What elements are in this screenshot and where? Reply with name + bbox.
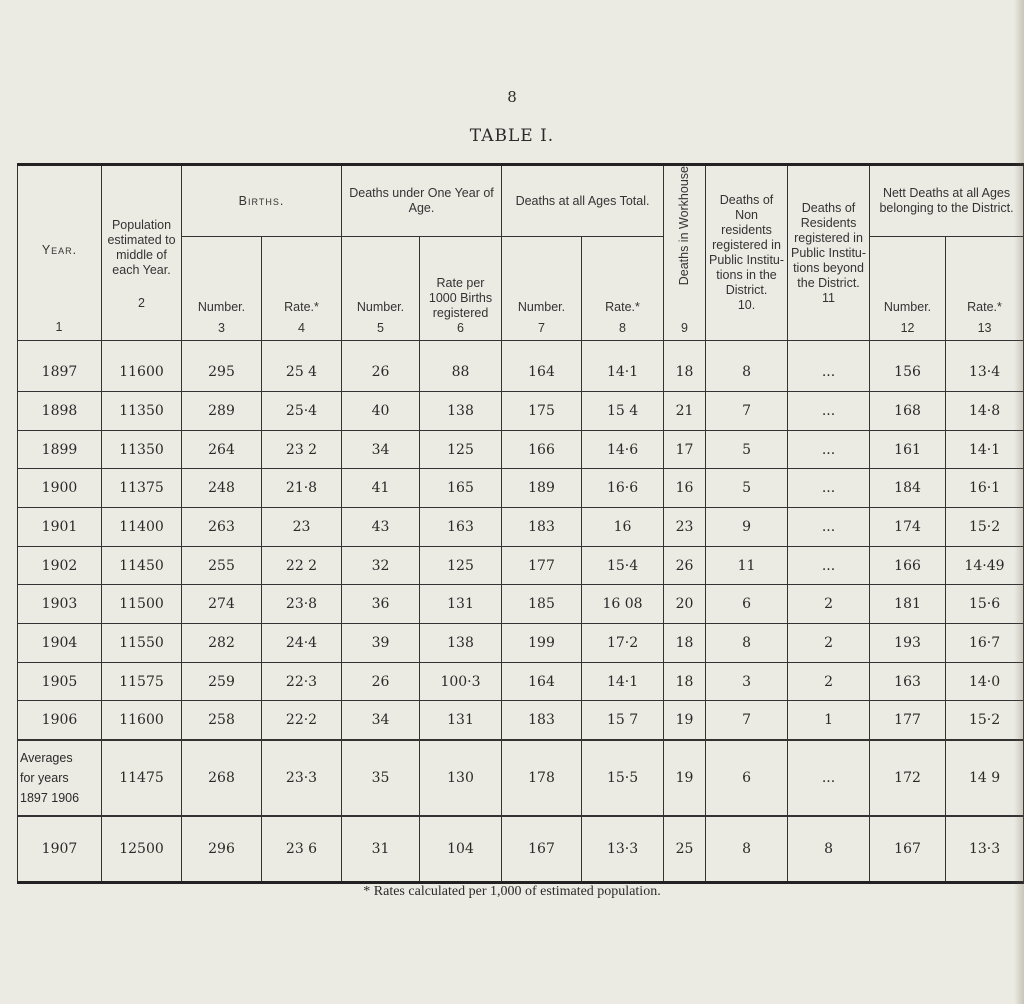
population-header <box>102 165 182 341</box>
table-cell: 9 <box>706 508 788 547</box>
table-title: TABLE I. <box>469 126 555 146</box>
table-row <box>18 701 1024 740</box>
table-cell: 13·4 <box>946 341 1024 392</box>
table-cell: 17·2 <box>582 624 664 663</box>
table-cell: ... <box>788 341 870 392</box>
table-cell: 167 <box>870 816 946 883</box>
year-header <box>18 165 102 341</box>
averages-label <box>18 740 102 816</box>
table-cell: 34 <box>342 430 420 469</box>
table-cell: 14 9 <box>946 740 1024 816</box>
table-cell: 11475 <box>102 740 182 816</box>
table-cell: 88 <box>420 341 502 392</box>
table-cell: 36 <box>342 585 420 624</box>
table-cell: 165 <box>420 469 502 508</box>
table-cell: 31 <box>342 816 420 883</box>
column-number: 4 <box>298 321 305 336</box>
table-row <box>18 624 1024 663</box>
nett-rate-header <box>946 237 1024 341</box>
table-cell: 25 4 <box>262 341 342 392</box>
births-rate-header <box>262 237 342 341</box>
table-cell: 26 <box>664 546 706 585</box>
table-cell: 15 4 <box>582 391 664 430</box>
table-cell: 193 <box>870 624 946 663</box>
table-cell: 166 <box>502 430 582 469</box>
column-number: 6 <box>457 321 464 336</box>
table-cell: 11500 <box>102 585 182 624</box>
table-cell: 43 <box>342 508 420 547</box>
table-cell: 14·0 <box>946 662 1024 701</box>
column-number: 7 <box>538 321 545 336</box>
table-cell: 5 <box>706 469 788 508</box>
table-cell: 18 <box>664 662 706 701</box>
table-cell: 156 <box>870 341 946 392</box>
averages-label-line: 1897 1906 <box>20 791 80 806</box>
table-cell: 11575 <box>102 662 182 701</box>
table-cell: 163 <box>870 662 946 701</box>
column-number: 11 <box>822 290 836 305</box>
table-cell: 23 2 <box>262 430 342 469</box>
table-row <box>18 546 1024 585</box>
table-cell: 24·4 <box>262 624 342 663</box>
table-cell: 295 <box>182 341 262 392</box>
column-number: 5 <box>377 321 384 336</box>
births-header: Births. <box>182 165 342 237</box>
table-cell: 189 <box>502 469 582 508</box>
deaths-all-ages-header: Deaths at all Ages Total. <box>502 165 664 237</box>
table-cell: 15·4 <box>582 546 664 585</box>
year-cell: 1900 <box>18 469 102 508</box>
table-cell: 2 <box>788 662 870 701</box>
table-cell: 14·8 <box>946 391 1024 430</box>
table-cell: 3 <box>706 662 788 701</box>
table-cell: 15·6 <box>946 585 1024 624</box>
column-number: 13 <box>977 321 992 336</box>
table-cell: 100·3 <box>420 662 502 701</box>
table-cell: 264 <box>182 430 262 469</box>
table-cell: 16·7 <box>946 624 1024 663</box>
table-cell: 23 6 <box>262 816 342 883</box>
table-cell: 23 <box>664 508 706 547</box>
table-cell: 166 <box>870 546 946 585</box>
table-cell: 15 7 <box>582 701 664 740</box>
year-cell: 1902 <box>18 546 102 585</box>
table-cell: 14·6 <box>582 430 664 469</box>
table-cell: 130 <box>420 740 502 816</box>
page-edge <box>1014 0 1024 1004</box>
workhouse-header-text: Deaths in Workhouse <box>677 166 692 286</box>
table-row <box>18 662 1024 701</box>
table-cell: 16·1 <box>946 469 1024 508</box>
column-number: 8 <box>619 321 626 336</box>
table-cell: 8 <box>706 624 788 663</box>
table-cell: 11600 <box>102 341 182 392</box>
table-cell: 11450 <box>102 546 182 585</box>
table-cell: 16 <box>664 469 706 508</box>
residents-beyond-header <box>788 165 870 341</box>
table-cell: ... <box>788 430 870 469</box>
table-cell: 11600 <box>102 701 182 740</box>
table-cell: 177 <box>870 701 946 740</box>
year-cell: 1905 <box>18 662 102 701</box>
non-residents-header <box>706 165 788 341</box>
all-deaths-number-header <box>502 237 582 341</box>
year-cell: 1907 <box>18 816 102 883</box>
table-cell: 177 <box>502 546 582 585</box>
table-cell: 1 <box>788 701 870 740</box>
column-number: 12 <box>900 321 915 336</box>
table-cell: 178 <box>502 740 582 816</box>
table-cell: 263 <box>182 508 262 547</box>
table-cell: 34 <box>342 701 420 740</box>
year-cell: 1901 <box>18 508 102 547</box>
table-cell: 183 <box>502 701 582 740</box>
table-cell: 11375 <box>102 469 182 508</box>
table-cell: 19 <box>664 701 706 740</box>
column-number: 9 <box>681 321 688 336</box>
table-cell: 21·8 <box>262 469 342 508</box>
averages-row <box>18 740 1024 816</box>
table-cell: 274 <box>182 585 262 624</box>
table-cell: 15·2 <box>946 701 1024 740</box>
column-number: 1 <box>55 320 64 335</box>
table-cell: 25·4 <box>262 391 342 430</box>
header-text: Rate.* <box>967 300 1002 315</box>
table-cell: 25 <box>664 816 706 883</box>
table-cell: 174 <box>870 508 946 547</box>
table-cell: 6 <box>706 740 788 816</box>
table-row <box>18 508 1024 547</box>
averages-label-line: Averages <box>20 751 73 766</box>
table-cell: 268 <box>182 740 262 816</box>
header-text: Number. <box>356 300 405 315</box>
table-cell: 181 <box>870 585 946 624</box>
non-residents-header-text: Deaths of Non residents registered in Public Institu- tions in the District. <box>709 193 785 298</box>
table-cell: 161 <box>870 430 946 469</box>
table-cell: 41 <box>342 469 420 508</box>
page-number: 8 <box>507 88 517 106</box>
table-cell: 14·1 <box>582 341 664 392</box>
table-row <box>18 469 1024 508</box>
year-cell: 1898 <box>18 391 102 430</box>
table-cell: 16 <box>582 508 664 547</box>
year-header-text: Year. <box>41 243 78 258</box>
table-cell: ... <box>788 469 870 508</box>
table-cell: 39 <box>342 624 420 663</box>
table-cell: 296 <box>182 816 262 883</box>
table-cell: 2 <box>788 585 870 624</box>
table-cell: 13·3 <box>582 816 664 883</box>
table-cell: 32 <box>342 546 420 585</box>
infant-deaths-number-header <box>342 237 420 341</box>
table-cell: 184 <box>870 469 946 508</box>
table-cell: 23·8 <box>262 585 342 624</box>
header-text: Rate per 1000 Births registered <box>428 276 493 321</box>
table-cell: 175 <box>502 391 582 430</box>
table-cell: ... <box>788 508 870 547</box>
table-cell: 131 <box>420 585 502 624</box>
table-cell: 164 <box>502 662 582 701</box>
table-cell: 35 <box>342 740 420 816</box>
table-cell: ... <box>788 391 870 430</box>
table-cell: 40 <box>342 391 420 430</box>
table-cell: 11550 <box>102 624 182 663</box>
current-year-row <box>18 816 1024 883</box>
table-cell: 6 <box>706 585 788 624</box>
table-cell: 5 <box>706 430 788 469</box>
table-cell: 164 <box>502 341 582 392</box>
table-cell: 248 <box>182 469 262 508</box>
table-cell: 26 <box>342 662 420 701</box>
table-cell: 16 08 <box>582 585 664 624</box>
table-cell: 8 <box>706 816 788 883</box>
table-cell: 14·1 <box>946 430 1024 469</box>
table-cell: 7 <box>706 391 788 430</box>
table-cell: 8 <box>706 341 788 392</box>
year-cell: 1906 <box>18 701 102 740</box>
table-cell: 138 <box>420 391 502 430</box>
table-cell: 11350 <box>102 430 182 469</box>
header-text: Rate.* <box>605 300 640 315</box>
year-cell: 1899 <box>18 430 102 469</box>
year-cell: 1904 <box>18 624 102 663</box>
table-cell: 172 <box>870 740 946 816</box>
table-cell: ... <box>788 546 870 585</box>
table-cell: 258 <box>182 701 262 740</box>
population-header-text: Population estimated to middle of each Year. <box>107 217 176 277</box>
table-cell: 14·49 <box>946 546 1024 585</box>
table-cell: 11350 <box>102 391 182 430</box>
table-cell: 15·5 <box>582 740 664 816</box>
table-cell: 7 <box>706 701 788 740</box>
table-cell: 255 <box>182 546 262 585</box>
mortality-table <box>17 163 1024 884</box>
footnote: * Rates calculated per 1,000 of estimated population. <box>363 884 661 899</box>
year-cell: 1897 <box>18 341 102 392</box>
table-cell: 168 <box>870 391 946 430</box>
table-cell: 15·2 <box>946 508 1024 547</box>
averages-label-line: for years <box>20 771 69 786</box>
table-cell: 21 <box>664 391 706 430</box>
table-cell: 282 <box>182 624 262 663</box>
residents-beyond-header-text: Deaths of Residents registered in Public Institu- tions beyond the District. <box>791 200 867 290</box>
column-number: 2 <box>138 295 145 310</box>
deaths-under-one-header: Deaths under One Year of Age. <box>342 165 502 237</box>
header-text: Rate.* <box>284 300 319 315</box>
table-cell: 23·3 <box>262 740 342 816</box>
nett-number-header <box>870 237 946 341</box>
header-text: Number. <box>883 300 932 315</box>
table-cell: 18 <box>664 624 706 663</box>
table-cell: 26 <box>342 341 420 392</box>
table-cell: 12500 <box>102 816 182 883</box>
table-cell: 11400 <box>102 508 182 547</box>
table-cell: 20 <box>664 585 706 624</box>
table-cell: 22·2 <box>262 701 342 740</box>
table-cell: 167 <box>502 816 582 883</box>
table-cell: 18 <box>664 341 706 392</box>
table-body <box>18 341 1024 883</box>
infant-deaths-rate-header <box>420 237 502 341</box>
table-cell: 163 <box>420 508 502 547</box>
table-row <box>18 391 1024 430</box>
year-cell: 1903 <box>18 585 102 624</box>
table-cell: 131 <box>420 701 502 740</box>
column-number: 10. <box>737 298 756 313</box>
table-cell: 23 <box>262 508 342 547</box>
table-cell: ... <box>788 740 870 816</box>
table-cell: 125 <box>420 430 502 469</box>
table-cell: 16·6 <box>582 469 664 508</box>
table-row <box>18 341 1024 392</box>
table-cell: 8 <box>788 816 870 883</box>
table-cell: 13·3 <box>946 816 1024 883</box>
table-row <box>18 585 1024 624</box>
table-container <box>17 163 1014 884</box>
table-cell: 259 <box>182 662 262 701</box>
table-cell: 19 <box>664 740 706 816</box>
workhouse-header <box>664 165 706 341</box>
header-row-1 <box>18 165 1024 237</box>
table-cell: 11 <box>706 546 788 585</box>
table-cell: 125 <box>420 546 502 585</box>
table-row <box>18 430 1024 469</box>
births-number-header <box>182 237 262 341</box>
all-deaths-rate-header <box>582 237 664 341</box>
table-cell: 17 <box>664 430 706 469</box>
table-cell: 138 <box>420 624 502 663</box>
header-text: Number. <box>197 300 246 315</box>
table-cell: 22·3 <box>262 662 342 701</box>
header-text: Number. <box>517 300 566 315</box>
table-cell: 185 <box>502 585 582 624</box>
table-cell: 289 <box>182 391 262 430</box>
nett-deaths-header: Nett Deaths at all Ages belonging to the District. <box>870 165 1024 237</box>
table-cell: 104 <box>420 816 502 883</box>
table-cell: 22 2 <box>262 546 342 585</box>
table-cell: 183 <box>502 508 582 547</box>
table-cell: 14·1 <box>582 662 664 701</box>
column-number: 3 <box>218 321 225 336</box>
table-cell: 2 <box>788 624 870 663</box>
table-cell: 199 <box>502 624 582 663</box>
